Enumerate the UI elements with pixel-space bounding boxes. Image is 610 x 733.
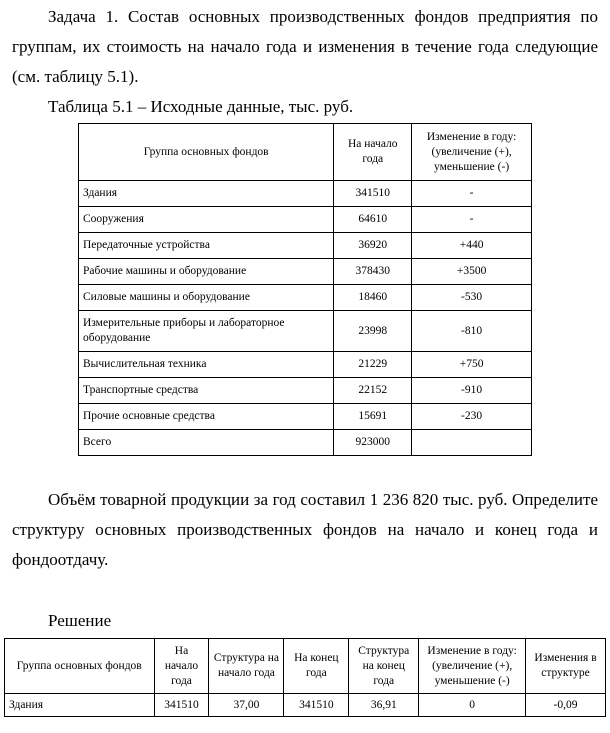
cell-structure-end: 36,91 [349, 694, 419, 717]
table-row [79, 378, 532, 404]
table-row [79, 311, 532, 352]
header-group: Группа основных фондов [5, 639, 155, 694]
cell-change: +440 [412, 233, 532, 259]
header-change: Изменение в году: (увеличение (+), уменьшение (-) [419, 639, 526, 694]
header-end-year: На конец года [284, 639, 349, 694]
cell-name: Здания [79, 181, 334, 207]
cell-structure-start: 37,00 [209, 694, 284, 717]
table-row [79, 233, 532, 259]
source-data-table [78, 123, 532, 456]
cell-name: Прочие основные средства [79, 404, 334, 430]
cell-name: Передаточные устройства [79, 233, 334, 259]
header-structure-start: Структура на начало года [209, 639, 284, 694]
volume-text: Объём товарной продукции за год составил 1 236 820 тыс. руб. Определите структуру основных производственных фондов на начало и конец года и фондоотдачу. [12, 490, 598, 569]
task-text: Задача 1. Состав основных производственных фондов предприятия по группам, их стоимость на начало года и изменения в течение года следующие (см. таблицу 5.1). [12, 7, 598, 86]
cell-start: 18460 [334, 285, 412, 311]
header-structure-change: Изменения в структуре [526, 639, 606, 694]
cell-name: Всего [79, 430, 334, 456]
cell-start: 341510 [154, 694, 209, 717]
cell-name: Сооружения [79, 207, 334, 233]
cell-start: 64610 [334, 207, 412, 233]
cell-name: Вычислительная техника [79, 352, 334, 378]
table-row [79, 404, 532, 430]
cell-name: Силовые машины и оборудование [79, 285, 334, 311]
cell-start: 36920 [334, 233, 412, 259]
cell-start: 378430 [334, 259, 412, 285]
cell-start: 923000 [334, 430, 412, 456]
table-header-row [5, 639, 606, 694]
cell-change: -230 [412, 404, 532, 430]
table1-caption: Таблица 5.1 – Исходные данные, тыс. руб. [48, 97, 354, 116]
cell-change: +750 [412, 352, 532, 378]
cell-change: -810 [412, 311, 532, 352]
cell-change [412, 430, 532, 456]
cell-change: 0 [419, 694, 526, 717]
table-row [79, 259, 532, 285]
volume-paragraph [12, 485, 598, 575]
cell-start: 22152 [334, 378, 412, 404]
table-row [79, 430, 532, 456]
table-row [5, 694, 606, 717]
task-paragraph [12, 2, 598, 92]
solution-table [4, 638, 606, 717]
header-change: Изменение в году: (увеличение (+), уменьшение (-) [412, 124, 532, 181]
cell-change: - [412, 181, 532, 207]
table-header-row [79, 124, 532, 181]
cell-name: Транспортные средства [79, 378, 334, 404]
table-row [79, 181, 532, 207]
cell-start: 21229 [334, 352, 412, 378]
cell-name: Измерительные приборы и лабораторное оборудование [79, 311, 334, 352]
cell-change: - [412, 207, 532, 233]
table-row [79, 352, 532, 378]
cell-end: 341510 [284, 694, 349, 717]
header-start-year: На начало года [154, 639, 209, 694]
cell-start: 23998 [334, 311, 412, 352]
cell-name: Рабочие машины и оборудование [79, 259, 334, 285]
cell-start: 15691 [334, 404, 412, 430]
table-row [79, 207, 532, 233]
header-start-year: На начало года [334, 124, 412, 181]
cell-start: 341510 [334, 181, 412, 207]
header-structure-end: Структура на конец года [349, 639, 419, 694]
header-group: Группа основных фондов [79, 124, 334, 181]
cell-change: -530 [412, 285, 532, 311]
table-row [79, 285, 532, 311]
cell-structure-change: -0,09 [526, 694, 606, 717]
cell-change: -910 [412, 378, 532, 404]
cell-name: Здания [5, 694, 155, 717]
cell-change: +3500 [412, 259, 532, 285]
solution-title: Решение [48, 611, 112, 630]
